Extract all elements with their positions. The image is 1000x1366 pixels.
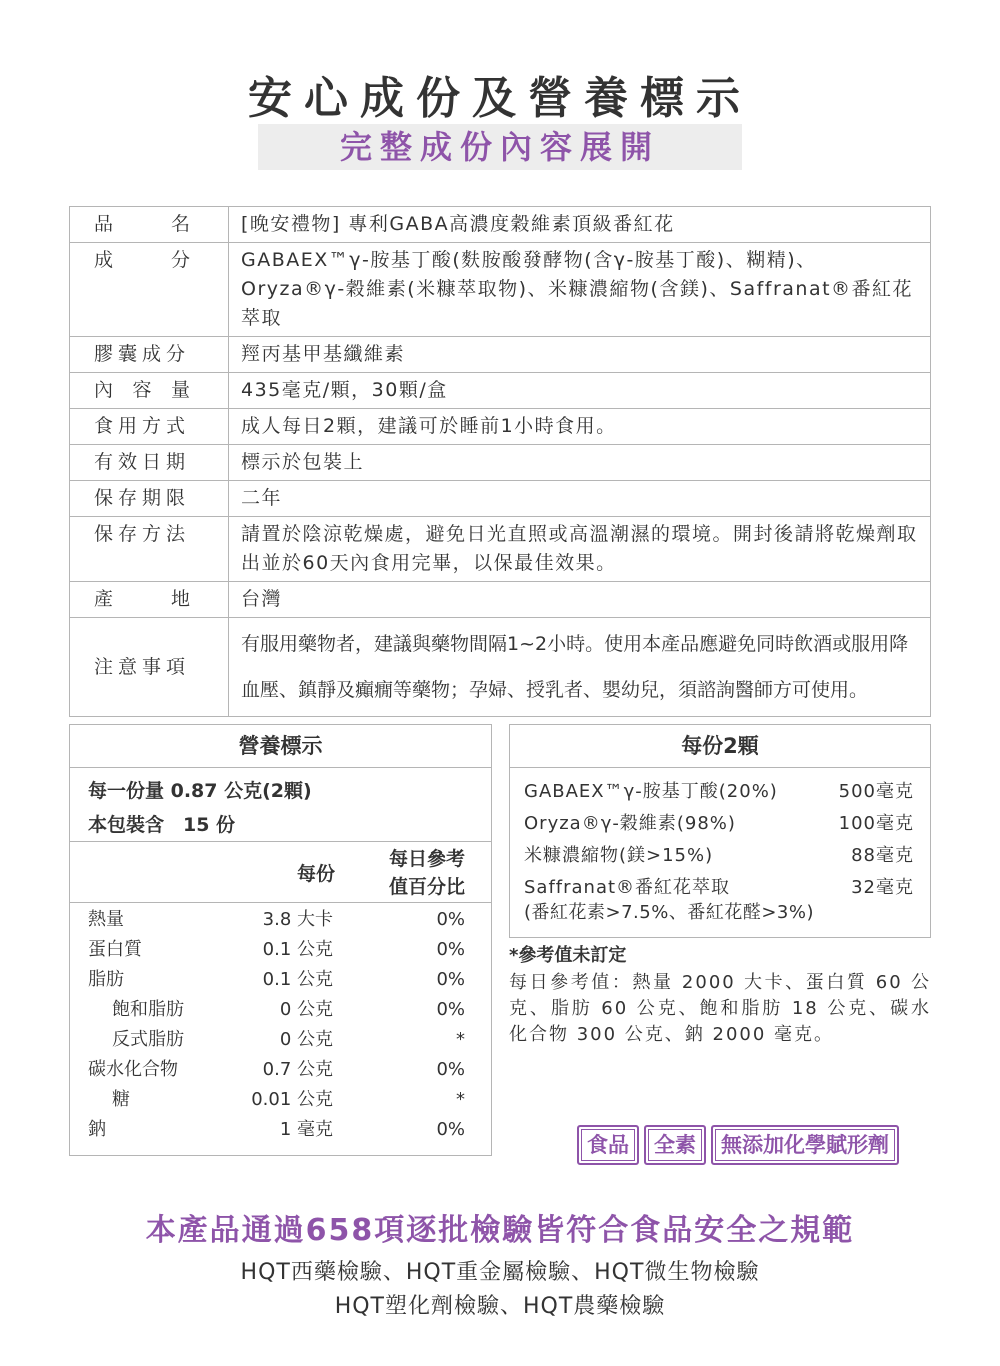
- table-row: [70, 905, 491, 935]
- test-line-2: HQT塑化劑檢驗、HQT農藥檢驗: [334, 1294, 666, 1319]
- table-row: [70, 1025, 491, 1055]
- spec-value-storage: 請置於陰涼乾燥處，避免日光直照或高溫潮濕的環境。開封後請將乾燥劑取出並於60天內食用完畢，以保最佳效果。: [229, 517, 931, 582]
- reference-note: [509, 942, 931, 1048]
- list-item: 米糠濃縮物(鎂>15%) 88毫克: [524, 845, 914, 866]
- nutrient-name: 蛋白質: [88, 939, 142, 960]
- nutrition-column-headers: [70, 842, 491, 903]
- spec-row-shelf-life: [70, 481, 931, 517]
- spec-value-expiry: 標示於包裝上: [229, 445, 931, 481]
- page-title: 安心成份及營養標示: [248, 73, 752, 124]
- spec-row-usage: [70, 409, 931, 445]
- spec-label: 地: [170, 588, 190, 610]
- nutrient-name: 鈉: [88, 1119, 106, 1140]
- notes-line-1: 有服用藥物者，建議與藥物間隔1~2小時。使用本產品應避免同時飲酒或服用降: [241, 633, 909, 655]
- per-serving-panel: [509, 724, 931, 938]
- table-row: [70, 965, 491, 995]
- spec-value-content: 435毫克/顆，30顆/盒: [229, 373, 931, 409]
- table-row: [70, 1115, 491, 1145]
- product-spec-table: [69, 206, 931, 717]
- nutrient-amount: 0.1 公克: [262, 969, 333, 990]
- nutrient-amount: 3.8 大卡: [262, 909, 333, 930]
- list-item: GABAEX™γ-胺基丁酸(20%) 500毫克: [524, 781, 914, 802]
- nutrient-daily-value: 0%: [436, 1119, 465, 1140]
- nutrient-daily-value: 0%: [436, 969, 465, 990]
- table-row: [70, 1085, 491, 1115]
- page-subtitle: 完整成份內容展開: [339, 128, 660, 166]
- reference-body: 每日參考值：熱量 2000 大卡、蛋白質 60 公克、脂肪 60 公克、飽和脂肪 18 公克、碳水化合物 300 公克、鈉 2000 毫克。: [509, 972, 931, 1045]
- test-list: [0, 1256, 1000, 1324]
- nutrient-amount: 0.01 公克: [251, 1089, 333, 1110]
- spec-label: 成: [94, 249, 114, 271]
- spec-value-ingredients: GABAEX™γ-胺基丁酸(麩胺酸發酵物(含γ-胺基丁酸)、糊精)、Oryza®γ-穀維素(米糠萃取物)、米糠濃縮物(含鎂)、Saffranat®番紅花萃取: [229, 243, 931, 337]
- nutrient-daily-value: 0%: [436, 1059, 465, 1080]
- spec-value-shelf-life: 二年: [229, 481, 931, 517]
- nutrient-daily-value: 0%: [436, 939, 465, 960]
- notes-line-2: 血壓、鎮靜及癲癇等藥物；孕婦、授乳者、嬰幼兒，須諮詢醫師方可使用。: [241, 679, 869, 701]
- column-per-serving: 每份: [296, 863, 335, 885]
- nutrient-name: 脂肪: [88, 969, 124, 990]
- spec-row-expiry: [70, 445, 931, 481]
- table-row: [70, 935, 491, 965]
- nutrition-title: 營養標示: [70, 725, 491, 768]
- spec-label: 名: [170, 213, 190, 235]
- spec-label-content: 內 容 量: [94, 379, 190, 401]
- nutrient-amount: 0 公克: [279, 999, 333, 1020]
- list-item: Saffranat®番紅花萃取 32毫克: [524, 877, 914, 898]
- nutrient-amount: 0.1 公克: [262, 939, 333, 960]
- spec-row-product-name: [70, 207, 931, 243]
- spec-label: 保存方法: [70, 517, 229, 582]
- badge-group: [577, 1125, 899, 1165]
- column-daily-value: 每日參考 值百分比: [388, 848, 465, 898]
- nutrient-daily-value: *: [456, 1029, 465, 1050]
- table-row: [70, 995, 491, 1025]
- nutrient-name: 糖: [112, 1089, 130, 1110]
- nutrition-rows: [70, 903, 491, 1145]
- nutrient-daily-value: *: [456, 1089, 465, 1110]
- spec-value-capsule: 羥丙基甲基纖維素: [229, 337, 931, 373]
- badge-food: 食品: [577, 1125, 639, 1165]
- saffron-note: (番紅花素>7.5%、番紅花醛>3%): [524, 902, 814, 923]
- spec-label: 品: [94, 213, 114, 235]
- serving-size: 每一份量 0.87 公克(2顆): [88, 780, 312, 802]
- spec-row-origin: [70, 582, 931, 618]
- spec-value-usage: 成人每日2顆，建議可於睡前1小時食用。: [229, 409, 931, 445]
- spec-label: 保存期限: [70, 481, 229, 517]
- spec-label: 膠囊成分: [70, 337, 229, 373]
- spec-value-origin: 台灣: [229, 582, 931, 618]
- test-line-1: HQT西藥檢驗、HQT重金屬檢驗、HQT微生物檢驗: [240, 1260, 760, 1285]
- spec-label: 產: [94, 588, 114, 610]
- nutrient-amount: 0.7 公克: [262, 1059, 333, 1080]
- per-serving-title: 每份2顆: [510, 725, 930, 768]
- spec-label: 分: [170, 249, 190, 271]
- spec-row-capsule: [70, 337, 931, 373]
- nutrient-amount: 0 公克: [279, 1029, 333, 1050]
- spec-label: 有效日期: [70, 445, 229, 481]
- serving-info: [70, 768, 491, 842]
- per-serving-list: [510, 768, 930, 926]
- spec-label: 注意事項: [70, 618, 229, 717]
- nutrient-daily-value: 0%: [436, 909, 465, 930]
- badge-no-additives: 無添加化學賦形劑: [711, 1125, 899, 1165]
- nutrient-amount: 1 毫克: [279, 1119, 333, 1140]
- reference-title: *參考值未訂定: [509, 945, 627, 966]
- nutrient-name: 飽和脂肪: [112, 999, 184, 1020]
- spec-value-product-name: [晚安禮物] 專利GABA高濃度穀維素頂級番紅花: [229, 207, 931, 243]
- list-item: Oryza®γ-穀維素(98%) 100毫克: [524, 813, 914, 834]
- spec-row-storage: [70, 517, 931, 582]
- nutrient-name: 熱量: [88, 909, 124, 930]
- spec-row-content: [70, 373, 931, 409]
- nutrition-facts-panel: [69, 724, 492, 1156]
- nutrient-name: 碳水化合物: [88, 1059, 178, 1080]
- table-row: [70, 1055, 491, 1085]
- badge-vegan: 全素: [644, 1125, 706, 1165]
- spec-row-ingredients: [70, 243, 931, 337]
- nutrient-daily-value: 0%: [436, 999, 465, 1020]
- spec-row-notes: [70, 618, 931, 717]
- nutrient-name: 反式脂肪: [112, 1029, 184, 1050]
- spec-label: 食用方式: [70, 409, 229, 445]
- certification-statement: 本產品通過658項逐批檢驗皆符合食品安全之規範: [145, 1213, 855, 1248]
- servings-per-package: 本包裝含 15 份: [88, 814, 236, 836]
